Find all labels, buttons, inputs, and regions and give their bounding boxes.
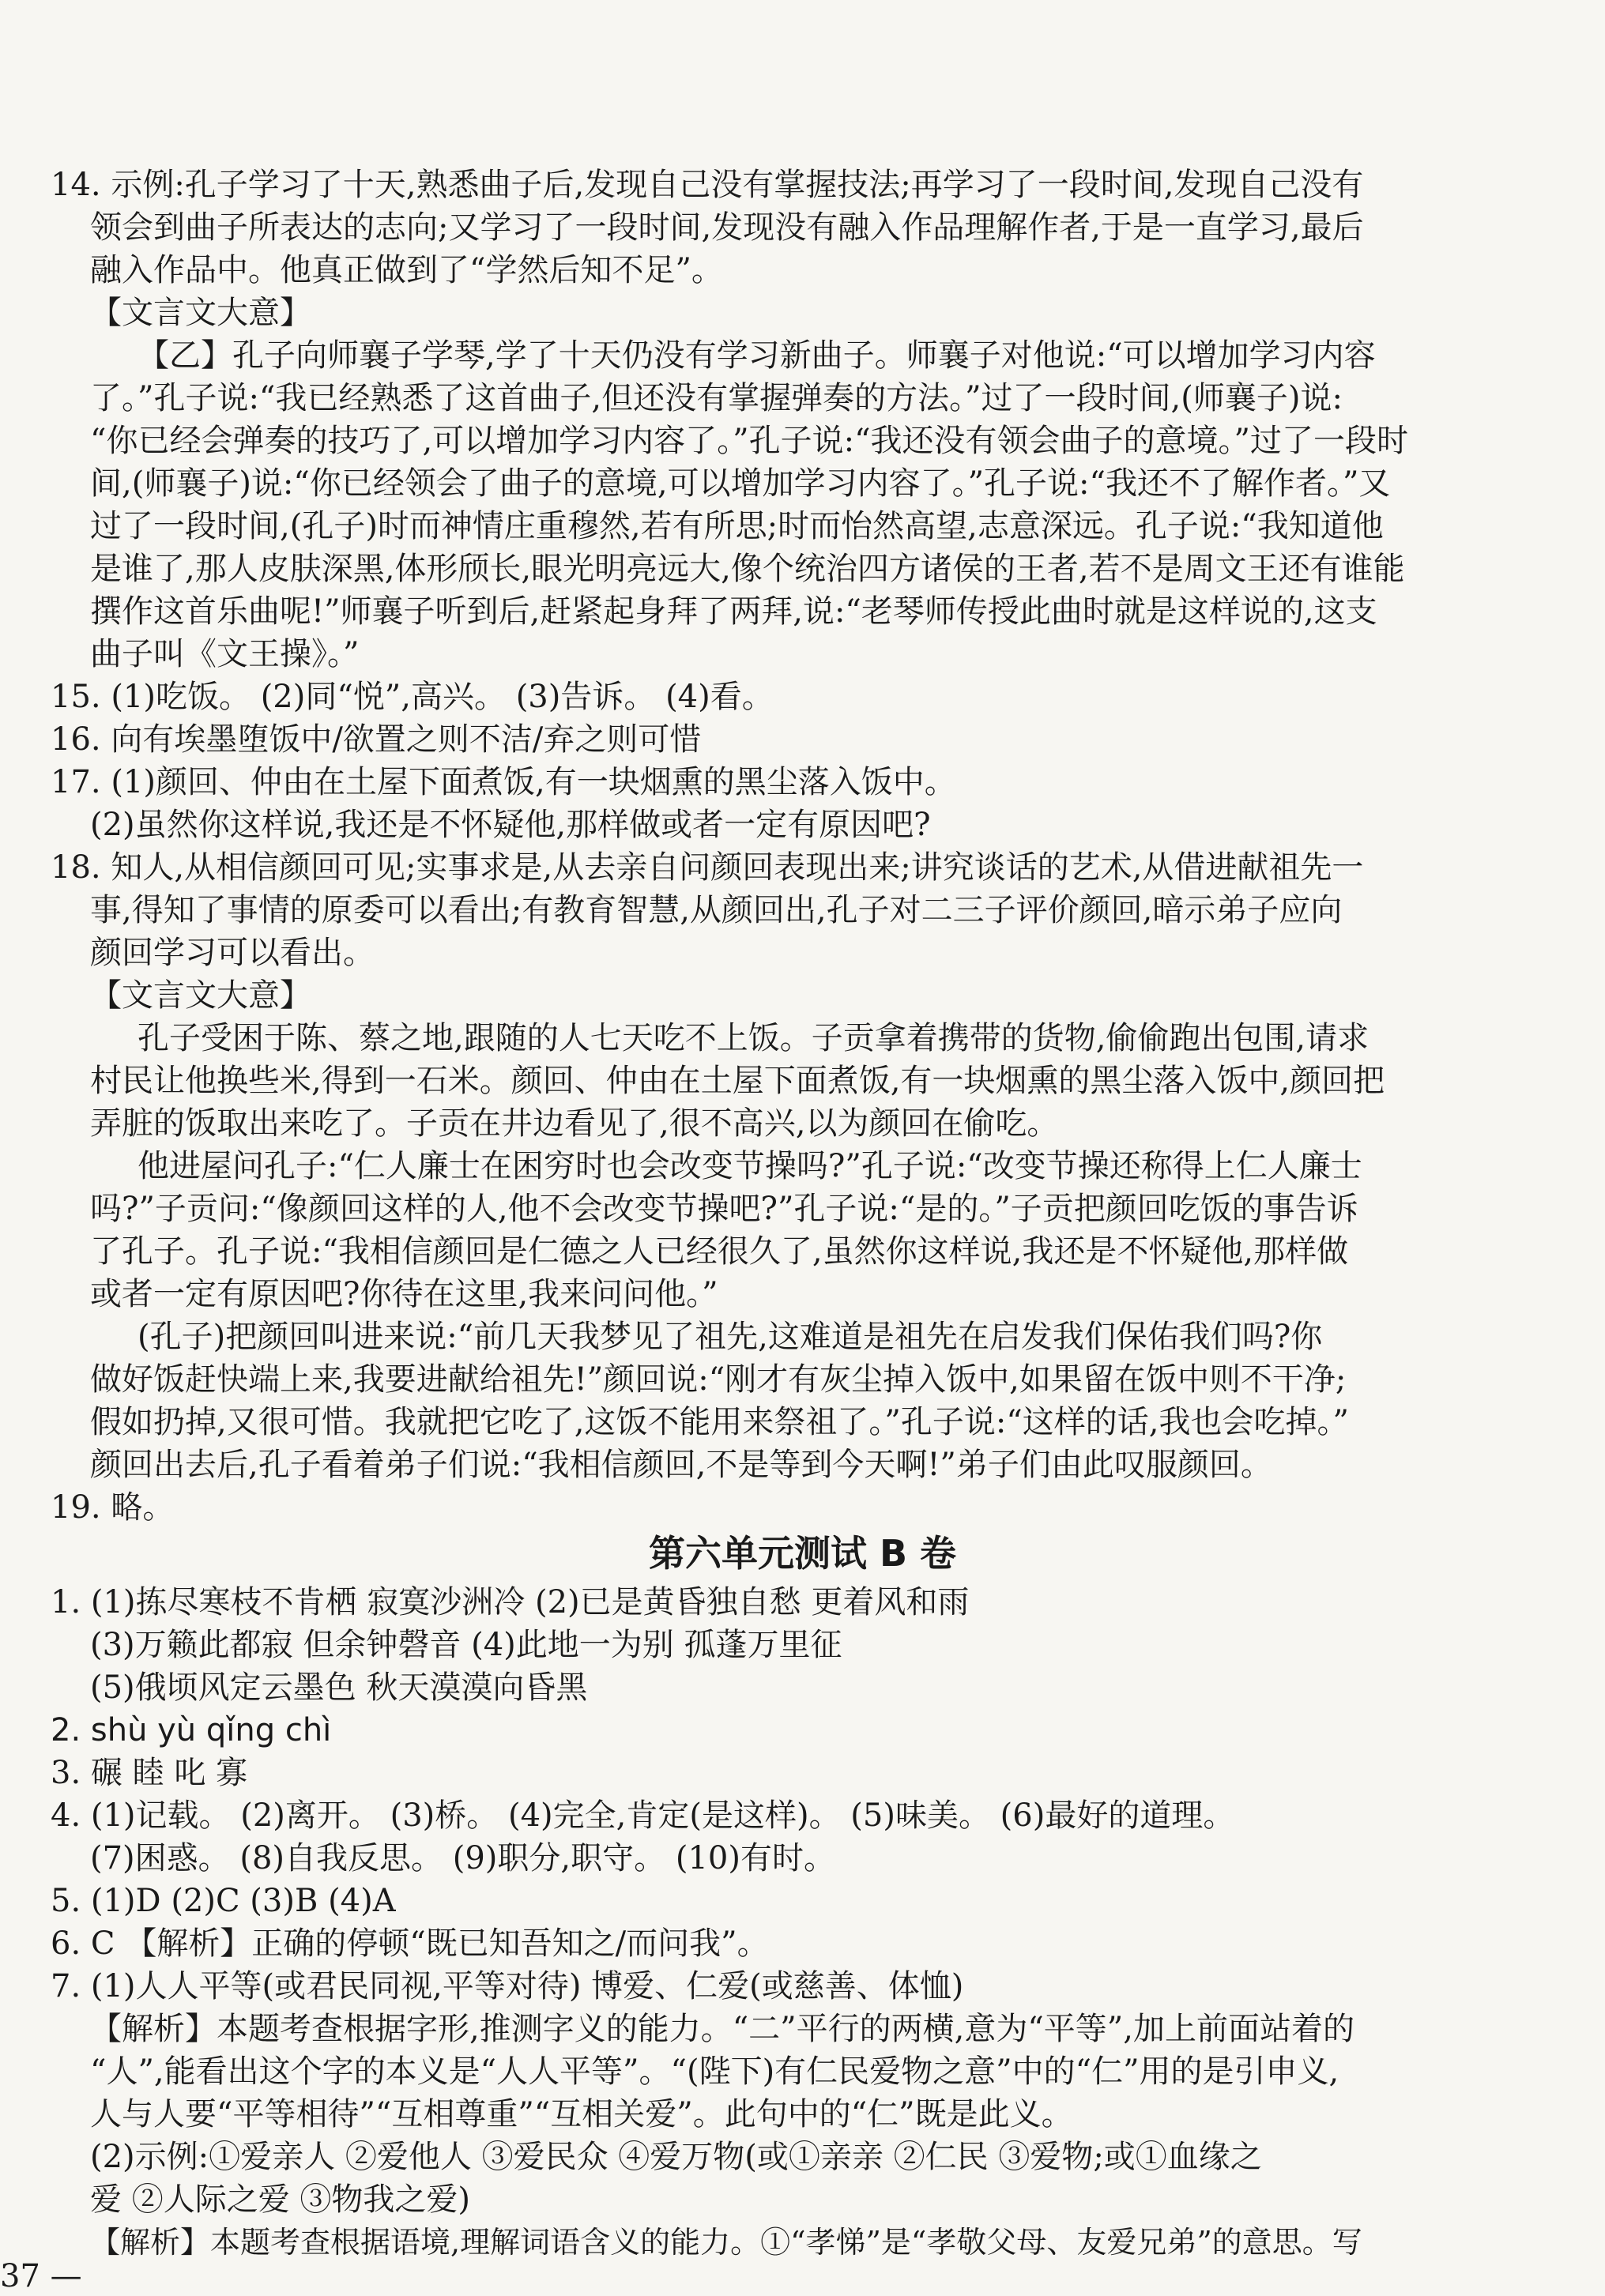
translation-2-line-7: 或者一定有原因吧?你待在这里,我来问问他。” [90,1276,718,1312]
answer-16: 16. 向有埃墨堕饭中/欲置之则不洁/弃之则可惜 [51,721,702,758]
b-answer-1-line-1: 1. (1)拣尽寒枝不肯栖 寂寞沙洲冷 (2)已是黄昏独自愁 更着风和雨 [51,1584,970,1620]
translation-1-line-4: 间,(师襄子)说:“你已经领会了曲子的意境,可以增加学习内容了。”孔子说:“我还不了解作者。”又 [90,465,1391,502]
b-answer-7-line-7: 【解析】本题考查根据语境,理解词语含义的能力。①“孝悌”是“孝敬父母、友爱兄弟”的意思。写 [90,2225,1362,2260]
translation-1-line-5: 过了一段时间,(孔子)时而神情庄重穆然,若有所思;时而怡然高望,志意深远。孔子说:“我知道他 [90,508,1384,544]
b-answer-7-line-6: 爱 ②人际之爱 ③物我之爱) [90,2181,471,2218]
translation-1-line-3: “你已经会弹奏的技巧了,可以增加学习内容了。”孔子说:“我还没有领会曲子的意境。”过了一段时 [90,423,1408,459]
translation-1-line-2: 了。”孔子说:“我已经熟悉了这首曲子,但还没有掌握弹奏的方法。”过了一段时间,(师襄子)说: [90,380,1343,416]
translation-2-line-2: 村民让他换些米,得到一石米。颜回、仲由在土屋下面煮饭,有一块烟熏的黑尘落入饭中,颜回把 [90,1063,1385,1099]
translation-2-line-10: 假如扔掉,又很可惜。我就把它吃了,这饭不能用来祭祖了。”孔子说:“这样的话,我也会吃掉。” [90,1404,1349,1440]
b-answer-1-line-2: (3)万籁此都寂 但余钟磬音 (4)此地一为别 孤蓬万里征 [90,1627,842,1663]
translation-1-line-1: 【乙】孔子向师襄子学琴,学了十天仍没有学习新曲子。师襄子对他说:“可以增加学习内容 [138,337,1376,374]
translation-1-line-8: 曲子叫《文王操》。” [90,636,360,672]
answer-17-part-1: 17. (1)颜回、仲由在土屋下面煮饭,有一块烟熏的黑尘落入饭中。 [51,764,956,800]
b-answer-1-line-3: (5)俄顷风定云墨色 秋天漠漠向昏黑 [90,1669,588,1706]
b-answer-4-line-1: 4. (1)记载。 (2)离开。 (3)桥。 (4)完全,肯定(是这样)。 (5)味美。 (6)最好的道理。 [51,1797,1235,1834]
answer-14-line-3: 融入作品中。他真正做到了“学然后知不足”。 [90,252,723,288]
answer-17-part-2: (2)虽然你这样说,我还是不怀疑他,那样做或者一定有原因吧? [90,807,931,843]
translation-2-line-11: 颜回出去后,孔子看着弟子们说:“我相信颜回,不是等到今天啊!”弟子们由此叹服颜回。 [90,1447,1272,1483]
answer-18-line-3: 颜回学习可以看出。 [90,935,375,971]
page-number: 37 — [0,2258,82,2294]
translation-2-line-1: 孔子受困于陈、蔡之地,跟随的人七天吃不上饭。子贡拿着携带的货物,偷偷跑出包围,请求 [138,1020,1370,1056]
answer-15: 15. (1)吃饭。 (2)同“悦”,高兴。 (3)告诉。 (4)看。 [51,679,774,715]
b-answer-6: 6. C 【解析】正确的停顿“既已知吾知之/而问我”。 [51,1925,769,1962]
translation-2-line-8: (孔子)把颜回叫进来说:“前几天我梦见了祖先,这难道是祖先在启发我们保佑我们吗?你 [138,1319,1323,1355]
translation-1-line-7: 撰作这首乐曲呢!”师襄子听到后,赶紧起身拜了两拜,说:“老琴师传授此曲时就是这样说的,这支 [90,593,1377,630]
section-heading: 第六单元测试 B 卷 [648,1532,957,1575]
b-answer-2: 2. shù yù qǐng chì [51,1712,332,1748]
answer-14-line-1: 14. 示例:孔子学习了十天,熟悉曲子后,发现自己没有掌握技法;再学习了一段时间,发现自己没有 [51,167,1364,203]
translation-heading-1: 【文言文大意】 [90,295,311,331]
b-answer-5: 5. (1)D (2)C (3)B (4)A [51,1883,396,1919]
answer-18-line-1: 18. 知人,从相信颜回可见;实事求是,从去亲自问颜回表现出来;讲究谈话的艺术,从借进献祖先一 [51,849,1364,886]
translation-heading-2: 【文言文大意】 [90,977,311,1014]
translation-2-line-9: 做好饭赶快端上来,我要进献给祖先!”颜回说:“刚才有灰尘掉入饭中,如果留在饭中则不干净; [90,1361,1347,1398]
b-answer-7-line-4: 人与人要“平等相待”“互相尊重”“互相关爱”。此句中的“仁”既是此义。 [90,2096,1073,2132]
answer-19: 19. 略。 [51,1489,175,1526]
b-answer-7-line-3: “人”,能看出这个字的本义是“人人平等”。“(陛下)有仁民爱物之意”中的“仁”用的是引申义, [90,2053,1339,2090]
translation-2-line-5: 吗?”子贡问:“像颜回这样的人,他不会改变节操吧?”孔子说:“是的。”子贡把颜回吃饭的事告诉 [90,1191,1358,1227]
translation-1-line-6: 是谁了,那人皮肤深黑,体形颀长,眼光明亮远大,像个统治四方诸侯的王者,若不是周文王还有谁能 [90,551,1405,587]
b-answer-3: 3. 碾 睦 叱 寡 [51,1755,248,1791]
answer-14-line-2: 领会到曲子所表达的志向;又学习了一段时间,发现没有融入作品理解作者,于是一直学习,最后 [90,209,1364,246]
b-answer-4-line-2: (7)困惑。 (8)自我反思。 (9)职分,职守。 (10)有时。 [90,1840,835,1876]
b-answer-7-line-2: 【解析】本题考查根据字形,推测字义的能力。“二”平行的两横,意为“平等”,加上前面站着的 [90,2011,1354,2047]
answer-18-line-2: 事,得知了事情的原委可以看出;有教育智慧,从颜回出,孔子对二三子评价颜回,暗示弟子应向 [90,892,1343,928]
translation-2-line-3: 弄脏的饭取出来吃了。子贡在井边看见了,很不高兴,以为颜回在偷吃。 [90,1105,1059,1142]
translation-2-line-4: 他进屋问孔子:“仁人廉士在困穷时也会改变节操吗?”孔子说:“改变节操还称得上仁人廉士 [138,1148,1362,1184]
b-answer-7-line-5: (2)示例:①爱亲人 ②爱他人 ③爱民众 ④爱万物(或①亲亲 ②仁民 ③爱物;或①血缘之 [90,2139,1262,2175]
translation-2-line-6: 了孔子。孔子说:“我相信颜回是仁德之人已经很久了,虽然你这样说,我还是不怀疑他,那样做 [90,1233,1349,1270]
b-answer-7-line-1: 7. (1)人人平等(或君民同视,平等对待) 博爱、仁爱(或慈善、体恤) [51,1968,964,2004]
